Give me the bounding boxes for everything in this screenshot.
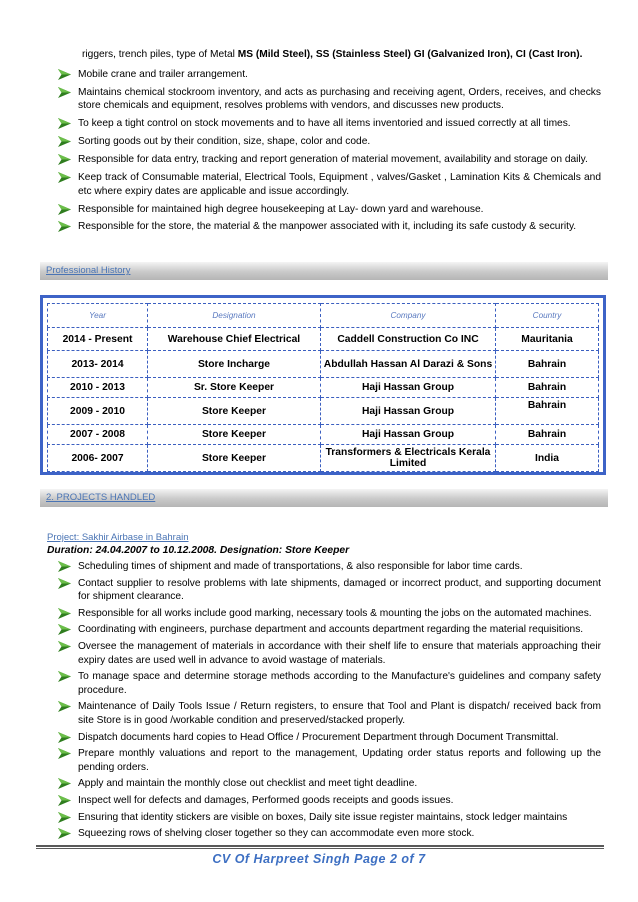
history-cell-year: 2009 - 2010: [48, 398, 148, 425]
bullet-text: Dispatch documents hard copies to Head Office / Procurement Department through Document Transmittal.: [78, 731, 559, 743]
bullet-item: [47, 640, 601, 667]
bullet-item: [47, 700, 601, 727]
history-cell-year: 2007 - 2008: [48, 425, 148, 445]
arrow-bullet-icon: [58, 828, 71, 839]
history-cell-country: Bahrain: [496, 425, 599, 445]
history-cell-company: Abdullah Hassan Al Darazi & Sons: [321, 351, 496, 378]
history-cell-year: 2010 - 2013: [48, 378, 148, 398]
project-duration: Duration: 24.04.2007 to 10.12.2008. Designation: Store Keeper: [47, 545, 350, 556]
bullet-text: Responsible for data entry, tracking and report generation of material movement, availability and storage on daily.: [78, 154, 588, 166]
history-cell-designation: Store Keeper: [148, 425, 321, 445]
history-cell-company: Haji Hassan Group: [321, 378, 496, 398]
arrow-bullet-icon: [58, 204, 71, 215]
arrow-bullet-icon: [58, 136, 71, 147]
arrow-bullet-icon: [58, 87, 71, 98]
history-row: [48, 445, 599, 472]
continuation-line: [82, 48, 602, 61]
bullet-text: Maintains chemical stockroom inventory, and acts as purchasing and receiving agent, Orders, receives, and checks store chemicals and equipment, resolves problems with vendors, and discusses new products.: [78, 86, 601, 112]
projects-bar: [40, 489, 608, 507]
bullet-item: [47, 777, 601, 791]
col-header-country: Country: [496, 304, 599, 328]
arrow-bullet-icon: [58, 624, 71, 635]
bullet-item: [47, 623, 601, 637]
history-cell-year: 2014 - Present: [48, 328, 148, 351]
bullet-text: Responsible for all works include good marking, necessary tools & mounting the jobs on the automated machines.: [78, 607, 592, 619]
arrow-bullet-icon: [58, 812, 71, 823]
bullet-item: [47, 135, 601, 149]
history-cell-company: Haji Hassan Group: [321, 425, 496, 445]
bullet-item: [47, 68, 601, 82]
professional-history-bar: [40, 262, 608, 280]
bullet-text: Apply and maintain the monthly close out checklist and meet tight deadline.: [78, 778, 418, 790]
bullet-item: [47, 86, 601, 113]
footer-rule-thin: [36, 848, 604, 849]
projects-title: 2. PROJECTS HANDLED: [46, 492, 156, 503]
history-cell-designation: Sr. Store Keeper: [148, 378, 321, 398]
arrow-bullet-icon: [58, 701, 71, 712]
history-row: [48, 351, 599, 378]
history-cell-country: Bahrain: [496, 398, 599, 425]
history-cell-company: Haji Hassan Group: [321, 398, 496, 425]
arrow-bullet-icon: [58, 641, 71, 652]
bullet-text: Contact supplier to resolve problems with late shipments, damaged or incorrect product, and supporting document for shipment clearance.: [78, 577, 601, 603]
history-row: [48, 328, 599, 351]
arrow-bullet-icon: [58, 732, 71, 743]
continuation-text: riggers, trench piles, type of Metal: [82, 49, 238, 60]
project-duties-list: [47, 560, 601, 844]
arrow-bullet-icon: [58, 118, 71, 129]
bullet-text: Scheduling times of shipment and made of transportations, & also responsible for labor time cards.: [78, 561, 523, 572]
col-header-year: Year: [48, 304, 148, 328]
bullet-text: Ensuring that identity stickers are visible on boxes, Daily site issue register maintains, stock ledger maintains: [78, 811, 568, 823]
arrow-bullet-icon: [58, 748, 71, 759]
col-header-company: Company: [321, 304, 496, 328]
arrow-bullet-icon: [58, 561, 71, 572]
arrow-bullet-icon: [58, 221, 71, 232]
bullet-item: [47, 171, 601, 198]
history-cell-country: India: [496, 445, 599, 472]
history-cell-country: Mauritania: [496, 328, 599, 351]
history-cell-designation: Store Incharge: [148, 351, 321, 378]
bullet-text: Responsible for the store, the material & the manpower associated with it, including its safe custody & security.: [78, 221, 577, 233]
history-header-row: [48, 304, 599, 328]
bullet-item: [47, 794, 601, 808]
arrow-bullet-icon: [58, 578, 71, 589]
bullet-text: Oversee the management of materials in accordance with their shelf life to ensure that materials approaching their expiry dates are used well in advance to avoid wastage of materials.: [78, 640, 601, 666]
bullet-text: Coordinating with engineers, purchase department and accounts department regarding the material requisitions.: [78, 624, 584, 636]
bullet-text: To keep a tight control on stock movements and to have all items inventoried and issued correctly at all times.: [78, 118, 571, 130]
bullet-item: [47, 220, 601, 234]
bullet-item: [47, 203, 601, 217]
bullet-item: [47, 117, 601, 131]
footer-rule: [36, 845, 604, 847]
bullet-item: [47, 560, 601, 574]
history-cell-designation: Warehouse Chief Electrical: [148, 328, 321, 351]
history-cell-year: 2013- 2014: [48, 351, 148, 378]
bullet-item: [47, 577, 601, 604]
bullet-item: [47, 607, 601, 621]
arrow-bullet-icon: [58, 671, 71, 682]
bullet-text: To manage space and determine storage methods according to the Manufacture's guidelines and company safety procedure.: [78, 671, 601, 696]
bullet-item: [47, 153, 601, 167]
responsibilities-list: [47, 68, 601, 238]
bullet-text: Maintenance of Daily Tools Issue / Return registers, to ensure that Tool and Plant is dispatch/ received back from site Store is in good /workable condition and preserved/stacked properly.: [78, 701, 601, 726]
history-cell-company: Caddell Construction Co INC: [321, 328, 496, 351]
continuation-bold-text: MS (Mild Steel), SS (Stainless Steel) GI (Galvanized Iron), CI (Cast Iron).: [237, 49, 583, 60]
project-title: Project: Sakhir Airbase in Bahrain: [47, 532, 189, 543]
history-table: [47, 303, 599, 472]
professional-history-title: Professional History: [46, 265, 131, 276]
bullet-item: [47, 827, 601, 841]
history-cell-country: Bahrain: [496, 351, 599, 378]
bullet-text: Responsible for maintained high degree housekeeping at Lay- down yard and warehouse.: [78, 203, 484, 215]
bullet-item: [47, 731, 601, 745]
bullet-item: [47, 747, 601, 774]
bullet-text: Keep track of Consumable material, Electrical Tools, Equipment , valves/Gasket , Lamination Kits & Chemicals and etc where expiry dates are applicable and issue accordingly.: [78, 172, 601, 197]
history-cell-year: 2006- 2007: [48, 445, 148, 472]
history-cell-designation: Store Keeper: [148, 398, 321, 425]
col-header-designation: Designation: [148, 304, 321, 328]
bullet-item: [47, 811, 601, 825]
bullet-text: Mobile crane and trailer arrangement.: [78, 69, 248, 80]
arrow-bullet-icon: [58, 795, 71, 806]
page-footer: CV Of Harpreet Singh Page 2 of 7: [212, 852, 426, 866]
bullet-item: [47, 670, 601, 697]
arrow-bullet-icon: [58, 154, 71, 165]
bullet-text: Inspect well for defects and damages, Performed goods receipts and goods issues.: [78, 794, 454, 806]
history-cell-designation: Store Keeper: [148, 445, 321, 472]
history-body: [48, 328, 599, 472]
arrow-bullet-icon: [58, 608, 71, 619]
history-cell-company: Transformers & Electricals Kerala Limited: [321, 445, 496, 472]
history-cell-country: Bahrain: [496, 378, 599, 398]
history-row: [48, 398, 599, 425]
history-table-frame: [40, 295, 606, 475]
history-row: [48, 425, 599, 445]
arrow-bullet-icon: [58, 172, 71, 183]
history-row: [48, 378, 599, 398]
bullet-text: Prepare monthly valuations and report to the management, Updating order status reports and following up the pending orders.: [78, 748, 601, 773]
bullet-text: Squeezing rows of shelving closer together so they can accommodate even more stock.: [78, 828, 475, 840]
arrow-bullet-icon: [58, 778, 71, 789]
arrow-bullet-icon: [58, 69, 71, 80]
bullet-text: Sorting goods out by their condition, size, shape, color and code.: [78, 136, 371, 148]
